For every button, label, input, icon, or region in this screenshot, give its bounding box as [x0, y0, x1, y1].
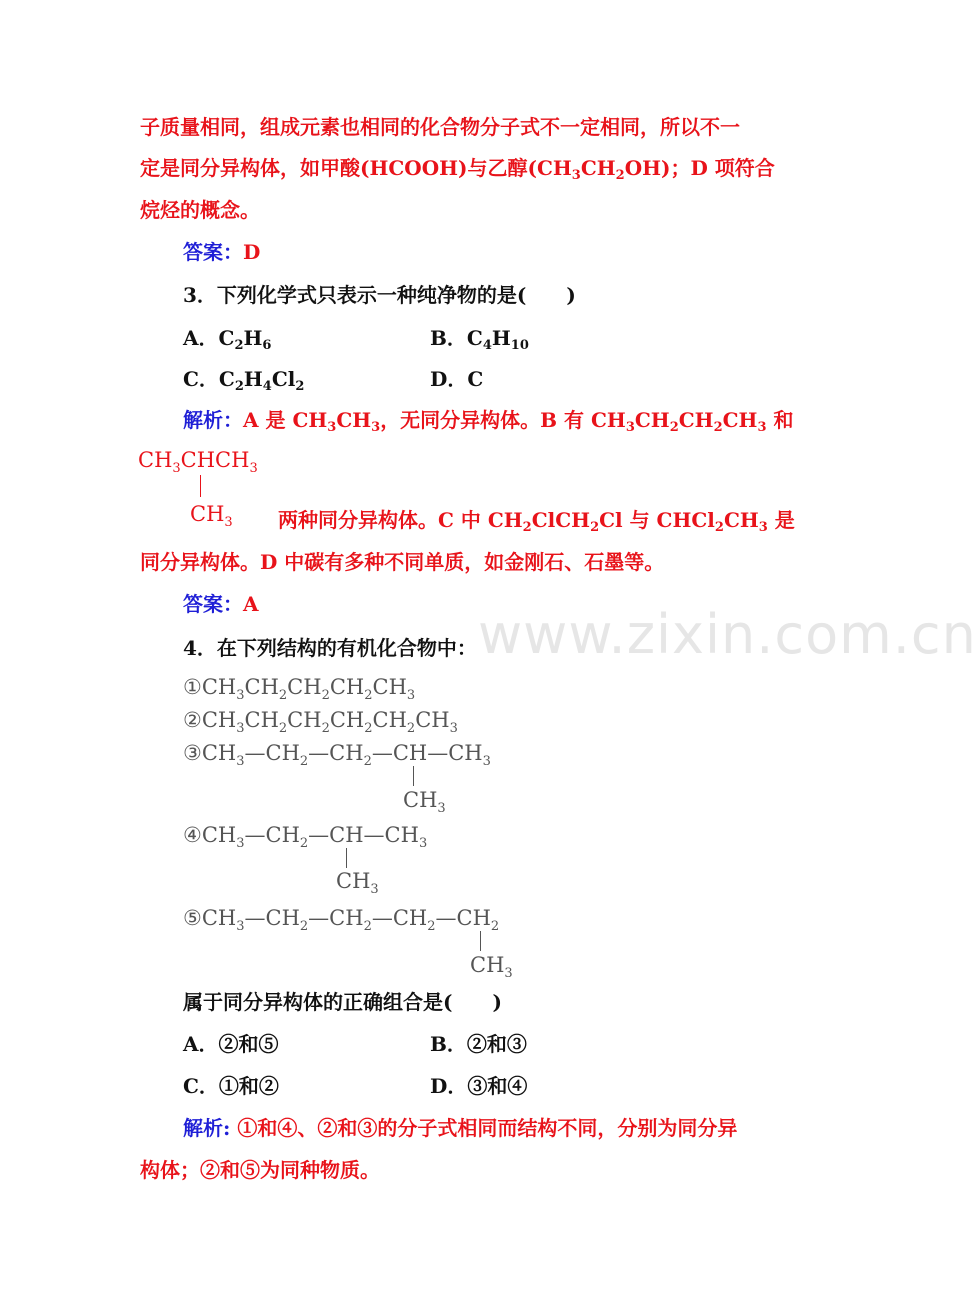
q3-isobutane-branch: $CH_3$: [190, 502, 233, 530]
q3-option-a: A．$C_2H_6$: [183, 326, 272, 353]
q3-option-c: C．$C_2H_4Cl_2$: [183, 367, 305, 394]
q3-stem: 3．下列化学式只表示一种纯净物的是( ): [183, 283, 576, 307]
q4-question: 属于同分异构体的正确组合是( ): [183, 990, 502, 1014]
q3-analysis-line-2: 两种同分异构体。C 中 $CH_2ClCH_2Cl$ 与 $CHCl_2CH_3$ 是: [278, 508, 795, 535]
q3-isobutane-bond: [200, 475, 201, 497]
q4-analysis-line-2: 构体；②和⑤为同种物质。: [140, 1158, 380, 1182]
q3-isobutane-main: $CH_3CHCH_3$: [138, 448, 258, 476]
q4-compound-4-bond: [346, 848, 347, 868]
prev-explanation-line-3: 烷烃的概念。: [140, 198, 260, 222]
q4-option-c: C．①和②: [183, 1074, 279, 1098]
q4-compound-5-branch: $CH_3$: [470, 953, 513, 981]
q4-compound-2: $②CH_3CH_2CH_2CH_2CH_2CH_3$: [183, 708, 458, 736]
q4-option-b: B．②和③: [430, 1032, 527, 1056]
q4-compound-5-main: $⑤CH_3—CH_2—CH_2—CH_2—CH_2$: [183, 906, 500, 934]
prev-answer: 答案：D: [183, 240, 261, 264]
watermark-text: www.zixin.com.cn: [478, 603, 977, 666]
q4-compound-1: $①CH_3CH_2CH_2CH_2CH_3$: [183, 675, 416, 703]
q3-option-d: D．C: [430, 367, 484, 391]
q4-stem: 4．在下列结构的有机化合物中：: [183, 636, 477, 660]
q4-compound-3-branch: $CH_3$: [403, 788, 446, 816]
q4-option-a: A．②和⑤: [183, 1032, 279, 1056]
q4-compound-3-bond: [413, 766, 414, 786]
q4-option-d: D．③和④: [430, 1074, 528, 1098]
q3-option-b: B．$C_4H_{10}$: [430, 326, 529, 353]
q3-analysis-line-1: 解析：A 是 $CH_3CH_3$，无同分异构体。B 有 $CH_3CH_2CH_2CH_3$ 和: [183, 408, 794, 435]
q4-compound-3-main: $③CH_3—CH_2—CH_2—CH—CH_3$: [183, 741, 491, 769]
q4-compound-4-main: $④CH_3—CH_2—CH—CH_3$: [183, 823, 428, 851]
q3-analysis-line-3: 同分异构体。D 中碳有多种不同单质，如金刚石、石墨等。: [140, 550, 665, 574]
q4-analysis-line-1: 解析: ①和④、②和③的分子式相同而结构不同，分别为同分异: [183, 1116, 738, 1140]
prev-explanation-line-1: 子质量相同，组成元素也相同的化合物分子式不一定相同，所以不一: [140, 115, 740, 139]
q4-compound-4-branch: $CH_3$: [336, 869, 379, 897]
q4-compound-5-bond: [480, 931, 481, 951]
prev-explanation-line-2: 定是同分异构体，如甲酸(HCOOH)与乙醇$(CH_3CH_2OH)$；D 项符合: [140, 156, 775, 183]
q3-answer: 答案：A: [183, 592, 259, 616]
